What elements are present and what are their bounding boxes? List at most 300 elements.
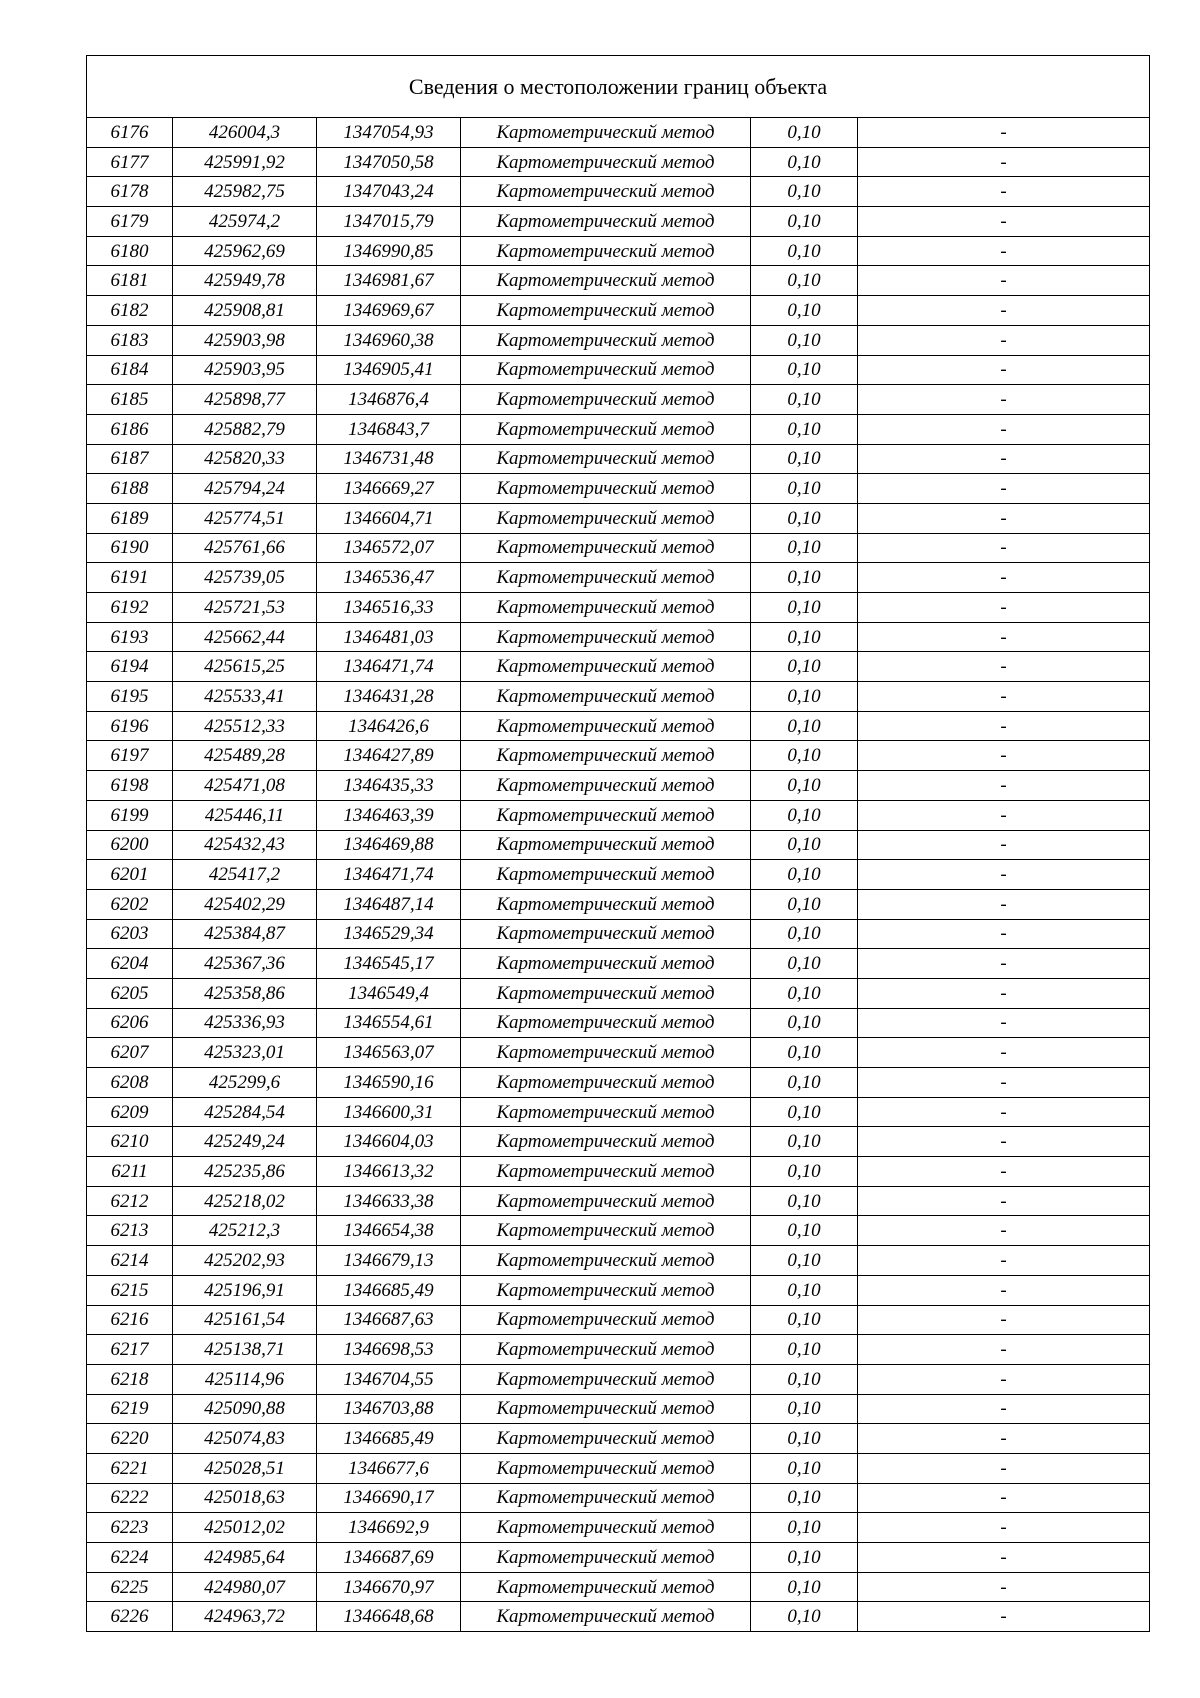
x-coordinate-cell: 425794,24: [173, 474, 317, 504]
table-row: [87, 830, 1150, 860]
method-cell: Картометрический метод: [461, 1394, 751, 1424]
method-cell: Картометрический метод: [461, 1157, 751, 1187]
description-cell: -: [858, 355, 1150, 385]
description-cell: -: [858, 444, 1150, 474]
table-row: [87, 1008, 1150, 1038]
accuracy-cell: 0,10: [751, 414, 858, 444]
x-coordinate-cell: 425161,54: [173, 1305, 317, 1335]
table-row: [87, 414, 1150, 444]
point-number-cell: 6181: [87, 266, 173, 296]
y-coordinate-cell: 1346529,34: [317, 919, 461, 949]
point-number-cell: 6203: [87, 919, 173, 949]
point-number-cell: 6225: [87, 1572, 173, 1602]
x-coordinate-cell: 425962,69: [173, 236, 317, 266]
accuracy-cell: 0,10: [751, 682, 858, 712]
y-coordinate-cell: 1346426,6: [317, 711, 461, 741]
y-coordinate-cell: 1346990,85: [317, 236, 461, 266]
description-cell: -: [858, 563, 1150, 593]
point-number-cell: 6180: [87, 236, 173, 266]
description-cell: -: [858, 236, 1150, 266]
x-coordinate-cell: 425323,01: [173, 1038, 317, 1068]
accuracy-cell: 0,10: [751, 1246, 858, 1276]
point-number-cell: 6185: [87, 385, 173, 415]
point-number-cell: 6179: [87, 207, 173, 237]
point-number-cell: 6207: [87, 1038, 173, 1068]
method-cell: Картометрический метод: [461, 177, 751, 207]
accuracy-cell: 0,10: [751, 1335, 858, 1365]
table-row: [87, 1275, 1150, 1305]
y-coordinate-cell: 1346435,33: [317, 771, 461, 801]
method-cell: Картометрический метод: [461, 1275, 751, 1305]
description-cell: -: [858, 296, 1150, 326]
accuracy-cell: 0,10: [751, 296, 858, 326]
y-coordinate-cell: 1346704,55: [317, 1364, 461, 1394]
point-number-cell: 6208: [87, 1068, 173, 1098]
y-coordinate-cell: 1346981,67: [317, 266, 461, 296]
point-number-cell: 6217: [87, 1335, 173, 1365]
method-cell: Картометрический метод: [461, 1127, 751, 1157]
table-row: [87, 1097, 1150, 1127]
x-coordinate-cell: 425721,53: [173, 593, 317, 623]
method-cell: Картометрический метод: [461, 711, 751, 741]
y-coordinate-cell: 1346685,49: [317, 1424, 461, 1454]
y-coordinate-cell: 1346685,49: [317, 1275, 461, 1305]
table-row: [87, 1305, 1150, 1335]
y-coordinate-cell: 1346554,61: [317, 1008, 461, 1038]
y-coordinate-cell: 1346687,69: [317, 1543, 461, 1573]
x-coordinate-cell: 425820,33: [173, 444, 317, 474]
accuracy-cell: 0,10: [751, 563, 858, 593]
point-number-cell: 6221: [87, 1453, 173, 1483]
x-coordinate-cell: 425882,79: [173, 414, 317, 444]
x-coordinate-cell: 425662,44: [173, 622, 317, 652]
description-cell: -: [858, 741, 1150, 771]
description-cell: -: [858, 1305, 1150, 1335]
y-coordinate-cell: 1347015,79: [317, 207, 461, 237]
accuracy-cell: 0,10: [751, 593, 858, 623]
x-coordinate-cell: 425090,88: [173, 1394, 317, 1424]
y-coordinate-cell: 1346463,39: [317, 800, 461, 830]
method-cell: Картометрический метод: [461, 1424, 751, 1454]
accuracy-cell: 0,10: [751, 118, 858, 148]
point-number-cell: 6205: [87, 978, 173, 1008]
y-coordinate-cell: 1346471,74: [317, 652, 461, 682]
x-coordinate-cell: 425202,93: [173, 1246, 317, 1276]
y-coordinate-cell: 1346536,47: [317, 563, 461, 593]
description-cell: -: [858, 1068, 1150, 1098]
accuracy-cell: 0,10: [751, 1068, 858, 1098]
table-row: [87, 919, 1150, 949]
description-cell: -: [858, 1483, 1150, 1513]
table-row: [87, 1483, 1150, 1513]
x-coordinate-cell: 425898,77: [173, 385, 317, 415]
point-number-cell: 6176: [87, 118, 173, 148]
y-coordinate-cell: 1346843,7: [317, 414, 461, 444]
table-row: [87, 503, 1150, 533]
table-row: [87, 236, 1150, 266]
accuracy-cell: 0,10: [751, 266, 858, 296]
method-cell: Картометрический метод: [461, 1483, 751, 1513]
description-cell: -: [858, 711, 1150, 741]
method-cell: Картометрический метод: [461, 682, 751, 712]
y-coordinate-cell: 1346690,17: [317, 1483, 461, 1513]
x-coordinate-cell: 425218,02: [173, 1186, 317, 1216]
method-cell: Картометрический метод: [461, 236, 751, 266]
accuracy-cell: 0,10: [751, 652, 858, 682]
table-row: [87, 1068, 1150, 1098]
description-cell: -: [858, 1157, 1150, 1187]
accuracy-cell: 0,10: [751, 1097, 858, 1127]
method-cell: Картометрический метод: [461, 444, 751, 474]
method-cell: Картометрический метод: [461, 1543, 751, 1573]
x-coordinate-cell: 425284,54: [173, 1097, 317, 1127]
method-cell: Картометрический метод: [461, 503, 751, 533]
description-cell: -: [858, 889, 1150, 919]
boundary-table: [86, 55, 1150, 1632]
description-cell: -: [858, 1275, 1150, 1305]
y-coordinate-cell: 1346670,97: [317, 1572, 461, 1602]
y-coordinate-cell: 1346613,32: [317, 1157, 461, 1187]
point-number-cell: 6197: [87, 741, 173, 771]
point-number-cell: 6196: [87, 711, 173, 741]
description-cell: -: [858, 1216, 1150, 1246]
boundary-table-body: [87, 56, 1150, 1632]
y-coordinate-cell: 1346431,28: [317, 682, 461, 712]
table-row: [87, 1424, 1150, 1454]
x-coordinate-cell: 425074,83: [173, 1424, 317, 1454]
description-cell: -: [858, 1335, 1150, 1365]
accuracy-cell: 0,10: [751, 1602, 858, 1632]
method-cell: Картометрический метод: [461, 652, 751, 682]
point-number-cell: 6188: [87, 474, 173, 504]
method-cell: Картометрический метод: [461, 266, 751, 296]
accuracy-cell: 0,10: [751, 1305, 858, 1335]
accuracy-cell: 0,10: [751, 1424, 858, 1454]
y-coordinate-cell: 1346633,38: [317, 1186, 461, 1216]
method-cell: Картометрический метод: [461, 1008, 751, 1038]
point-number-cell: 6189: [87, 503, 173, 533]
description-cell: -: [858, 1246, 1150, 1276]
accuracy-cell: 0,10: [751, 830, 858, 860]
table-row: [87, 1127, 1150, 1157]
x-coordinate-cell: 425949,78: [173, 266, 317, 296]
accuracy-cell: 0,10: [751, 1572, 858, 1602]
point-number-cell: 6209: [87, 1097, 173, 1127]
x-coordinate-cell: 425774,51: [173, 503, 317, 533]
x-coordinate-cell: 425489,28: [173, 741, 317, 771]
description-cell: -: [858, 622, 1150, 652]
table-row: [87, 622, 1150, 652]
point-number-cell: 6184: [87, 355, 173, 385]
x-coordinate-cell: 424985,64: [173, 1543, 317, 1573]
accuracy-cell: 0,10: [751, 919, 858, 949]
accuracy-cell: 0,10: [751, 503, 858, 533]
point-number-cell: 6226: [87, 1602, 173, 1632]
accuracy-cell: 0,10: [751, 771, 858, 801]
table-row: [87, 1335, 1150, 1365]
table-row: [87, 118, 1150, 148]
description-cell: -: [858, 1038, 1150, 1068]
table-row: [87, 1216, 1150, 1246]
x-coordinate-cell: 424980,07: [173, 1572, 317, 1602]
method-cell: Картометрический метод: [461, 563, 751, 593]
x-coordinate-cell: 425471,08: [173, 771, 317, 801]
x-coordinate-cell: 425367,36: [173, 949, 317, 979]
description-cell: -: [858, 266, 1150, 296]
table-row: [87, 1038, 1150, 1068]
table-row: [87, 266, 1150, 296]
point-number-cell: 6206: [87, 1008, 173, 1038]
x-coordinate-cell: 425417,2: [173, 860, 317, 890]
description-cell: -: [858, 385, 1150, 415]
method-cell: Картометрический метод: [461, 1335, 751, 1365]
table-row: [87, 1602, 1150, 1632]
x-coordinate-cell: 425512,33: [173, 711, 317, 741]
y-coordinate-cell: 1346516,33: [317, 593, 461, 623]
accuracy-cell: 0,10: [751, 1127, 858, 1157]
point-number-cell: 6213: [87, 1216, 173, 1246]
accuracy-cell: 0,10: [751, 741, 858, 771]
method-cell: Картометрический метод: [461, 385, 751, 415]
method-cell: Картометрический метод: [461, 1572, 751, 1602]
description-cell: -: [858, 474, 1150, 504]
x-coordinate-cell: 425235,86: [173, 1157, 317, 1187]
description-cell: -: [858, 147, 1150, 177]
table-row: [87, 741, 1150, 771]
description-cell: -: [858, 1602, 1150, 1632]
x-coordinate-cell: 425384,87: [173, 919, 317, 949]
x-coordinate-cell: 425028,51: [173, 1453, 317, 1483]
y-coordinate-cell: 1346969,67: [317, 296, 461, 326]
method-cell: Картометрический метод: [461, 1305, 751, 1335]
point-number-cell: 6216: [87, 1305, 173, 1335]
method-cell: Картометрический метод: [461, 1038, 751, 1068]
description-cell: -: [858, 503, 1150, 533]
accuracy-cell: 0,10: [751, 355, 858, 385]
method-cell: Картометрический метод: [461, 1097, 751, 1127]
description-cell: -: [858, 682, 1150, 712]
table-row: [87, 355, 1150, 385]
accuracy-cell: 0,10: [751, 622, 858, 652]
table-row: [87, 771, 1150, 801]
method-cell: Картометрический метод: [461, 1246, 751, 1276]
point-number-cell: 6210: [87, 1127, 173, 1157]
table-row: [87, 889, 1150, 919]
y-coordinate-cell: 1347050,58: [317, 147, 461, 177]
accuracy-cell: 0,10: [751, 949, 858, 979]
accuracy-cell: 0,10: [751, 889, 858, 919]
y-coordinate-cell: 1346960,38: [317, 325, 461, 355]
x-coordinate-cell: 425336,93: [173, 1008, 317, 1038]
accuracy-cell: 0,10: [751, 1543, 858, 1573]
point-number-cell: 6178: [87, 177, 173, 207]
table-row: [87, 1453, 1150, 1483]
table-row: [87, 860, 1150, 890]
method-cell: Картометрический метод: [461, 147, 751, 177]
y-coordinate-cell: 1346604,03: [317, 1127, 461, 1157]
accuracy-cell: 0,10: [751, 444, 858, 474]
y-coordinate-cell: 1347043,24: [317, 177, 461, 207]
point-number-cell: 6224: [87, 1543, 173, 1573]
description-cell: -: [858, 118, 1150, 148]
x-coordinate-cell: 425974,2: [173, 207, 317, 237]
x-coordinate-cell: 425432,43: [173, 830, 317, 860]
point-number-cell: 6200: [87, 830, 173, 860]
accuracy-cell: 0,10: [751, 207, 858, 237]
point-number-cell: 6187: [87, 444, 173, 474]
method-cell: Картометрический метод: [461, 118, 751, 148]
table-row: [87, 563, 1150, 593]
x-coordinate-cell: 425982,75: [173, 177, 317, 207]
accuracy-cell: 0,10: [751, 177, 858, 207]
x-coordinate-cell: 425012,02: [173, 1513, 317, 1543]
method-cell: Картометрический метод: [461, 771, 751, 801]
table-row: [87, 296, 1150, 326]
table-row: [87, 207, 1150, 237]
description-cell: -: [858, 177, 1150, 207]
table-row: [87, 533, 1150, 563]
point-number-cell: 6215: [87, 1275, 173, 1305]
table-row: [87, 949, 1150, 979]
y-coordinate-cell: 1346677,6: [317, 1453, 461, 1483]
method-cell: Картометрический метод: [461, 296, 751, 326]
table-row: [87, 1543, 1150, 1573]
accuracy-cell: 0,10: [751, 1513, 858, 1543]
x-coordinate-cell: 424963,72: [173, 1602, 317, 1632]
description-cell: -: [858, 949, 1150, 979]
accuracy-cell: 0,10: [751, 325, 858, 355]
x-coordinate-cell: 425739,05: [173, 563, 317, 593]
point-number-cell: 6198: [87, 771, 173, 801]
x-coordinate-cell: 425196,91: [173, 1275, 317, 1305]
table-row: [87, 682, 1150, 712]
table-row: [87, 593, 1150, 623]
method-cell: Картометрический метод: [461, 741, 751, 771]
description-cell: -: [858, 1127, 1150, 1157]
y-coordinate-cell: 1346600,31: [317, 1097, 461, 1127]
accuracy-cell: 0,10: [751, 860, 858, 890]
x-coordinate-cell: 425446,11: [173, 800, 317, 830]
accuracy-cell: 0,10: [751, 1008, 858, 1038]
table-title: Сведения о местоположении границ объекта: [87, 56, 1150, 118]
document-page: [86, 55, 1149, 1632]
y-coordinate-cell: 1346654,38: [317, 1216, 461, 1246]
method-cell: Картометрический метод: [461, 1364, 751, 1394]
method-cell: Картометрический метод: [461, 949, 751, 979]
table-row: [87, 177, 1150, 207]
point-number-cell: 6199: [87, 800, 173, 830]
table-row: [87, 711, 1150, 741]
accuracy-cell: 0,10: [751, 1364, 858, 1394]
description-cell: -: [858, 1543, 1150, 1573]
table-row: [87, 325, 1150, 355]
point-number-cell: 6204: [87, 949, 173, 979]
point-number-cell: 6201: [87, 860, 173, 890]
accuracy-cell: 0,10: [751, 385, 858, 415]
description-cell: -: [858, 1394, 1150, 1424]
accuracy-cell: 0,10: [751, 147, 858, 177]
y-coordinate-cell: 1347054,93: [317, 118, 461, 148]
method-cell: Картометрический метод: [461, 860, 751, 890]
table-row: [87, 652, 1150, 682]
accuracy-cell: 0,10: [751, 1275, 858, 1305]
description-cell: -: [858, 1008, 1150, 1038]
y-coordinate-cell: 1346692,9: [317, 1513, 461, 1543]
description-cell: -: [858, 771, 1150, 801]
accuracy-cell: 0,10: [751, 800, 858, 830]
point-number-cell: 6191: [87, 563, 173, 593]
point-number-cell: 6190: [87, 533, 173, 563]
method-cell: Картометрический метод: [461, 325, 751, 355]
y-coordinate-cell: 1346545,17: [317, 949, 461, 979]
accuracy-cell: 0,10: [751, 533, 858, 563]
x-coordinate-cell: 425908,81: [173, 296, 317, 326]
table-title-row: [87, 56, 1150, 118]
description-cell: -: [858, 830, 1150, 860]
table-row: [87, 978, 1150, 1008]
method-cell: Картометрический метод: [461, 533, 751, 563]
y-coordinate-cell: 1346590,16: [317, 1068, 461, 1098]
method-cell: Картометрический метод: [461, 414, 751, 444]
table-row: [87, 1246, 1150, 1276]
y-coordinate-cell: 1346698,53: [317, 1335, 461, 1365]
description-cell: -: [858, 1424, 1150, 1454]
description-cell: -: [858, 1186, 1150, 1216]
description-cell: -: [858, 207, 1150, 237]
x-coordinate-cell: 425212,3: [173, 1216, 317, 1246]
method-cell: Картометрический метод: [461, 800, 751, 830]
point-number-cell: 6219: [87, 1394, 173, 1424]
description-cell: -: [858, 593, 1150, 623]
description-cell: -: [858, 1572, 1150, 1602]
accuracy-cell: 0,10: [751, 1394, 858, 1424]
method-cell: Картометрический метод: [461, 622, 751, 652]
table-row: [87, 1157, 1150, 1187]
point-number-cell: 6193: [87, 622, 173, 652]
method-cell: Картометрический метод: [461, 978, 751, 1008]
table-row: [87, 1364, 1150, 1394]
x-coordinate-cell: 425903,98: [173, 325, 317, 355]
point-number-cell: 6183: [87, 325, 173, 355]
point-number-cell: 6192: [87, 593, 173, 623]
accuracy-cell: 0,10: [751, 1186, 858, 1216]
accuracy-cell: 0,10: [751, 711, 858, 741]
x-coordinate-cell: 426004,3: [173, 118, 317, 148]
x-coordinate-cell: 425114,96: [173, 1364, 317, 1394]
description-cell: -: [858, 860, 1150, 890]
point-number-cell: 6211: [87, 1157, 173, 1187]
point-number-cell: 6182: [87, 296, 173, 326]
accuracy-cell: 0,10: [751, 1216, 858, 1246]
method-cell: Картометрический метод: [461, 919, 751, 949]
y-coordinate-cell: 1346669,27: [317, 474, 461, 504]
x-coordinate-cell: 425761,66: [173, 533, 317, 563]
y-coordinate-cell: 1346487,14: [317, 889, 461, 919]
point-number-cell: 6212: [87, 1186, 173, 1216]
x-coordinate-cell: 425358,86: [173, 978, 317, 1008]
accuracy-cell: 0,10: [751, 1157, 858, 1187]
table-row: [87, 1513, 1150, 1543]
point-number-cell: 6194: [87, 652, 173, 682]
x-coordinate-cell: 425249,24: [173, 1127, 317, 1157]
method-cell: Картометрический метод: [461, 1602, 751, 1632]
point-number-cell: 6218: [87, 1364, 173, 1394]
y-coordinate-cell: 1346731,48: [317, 444, 461, 474]
description-cell: -: [858, 978, 1150, 1008]
y-coordinate-cell: 1346427,89: [317, 741, 461, 771]
x-coordinate-cell: 425018,63: [173, 1483, 317, 1513]
method-cell: Картометрический метод: [461, 207, 751, 237]
